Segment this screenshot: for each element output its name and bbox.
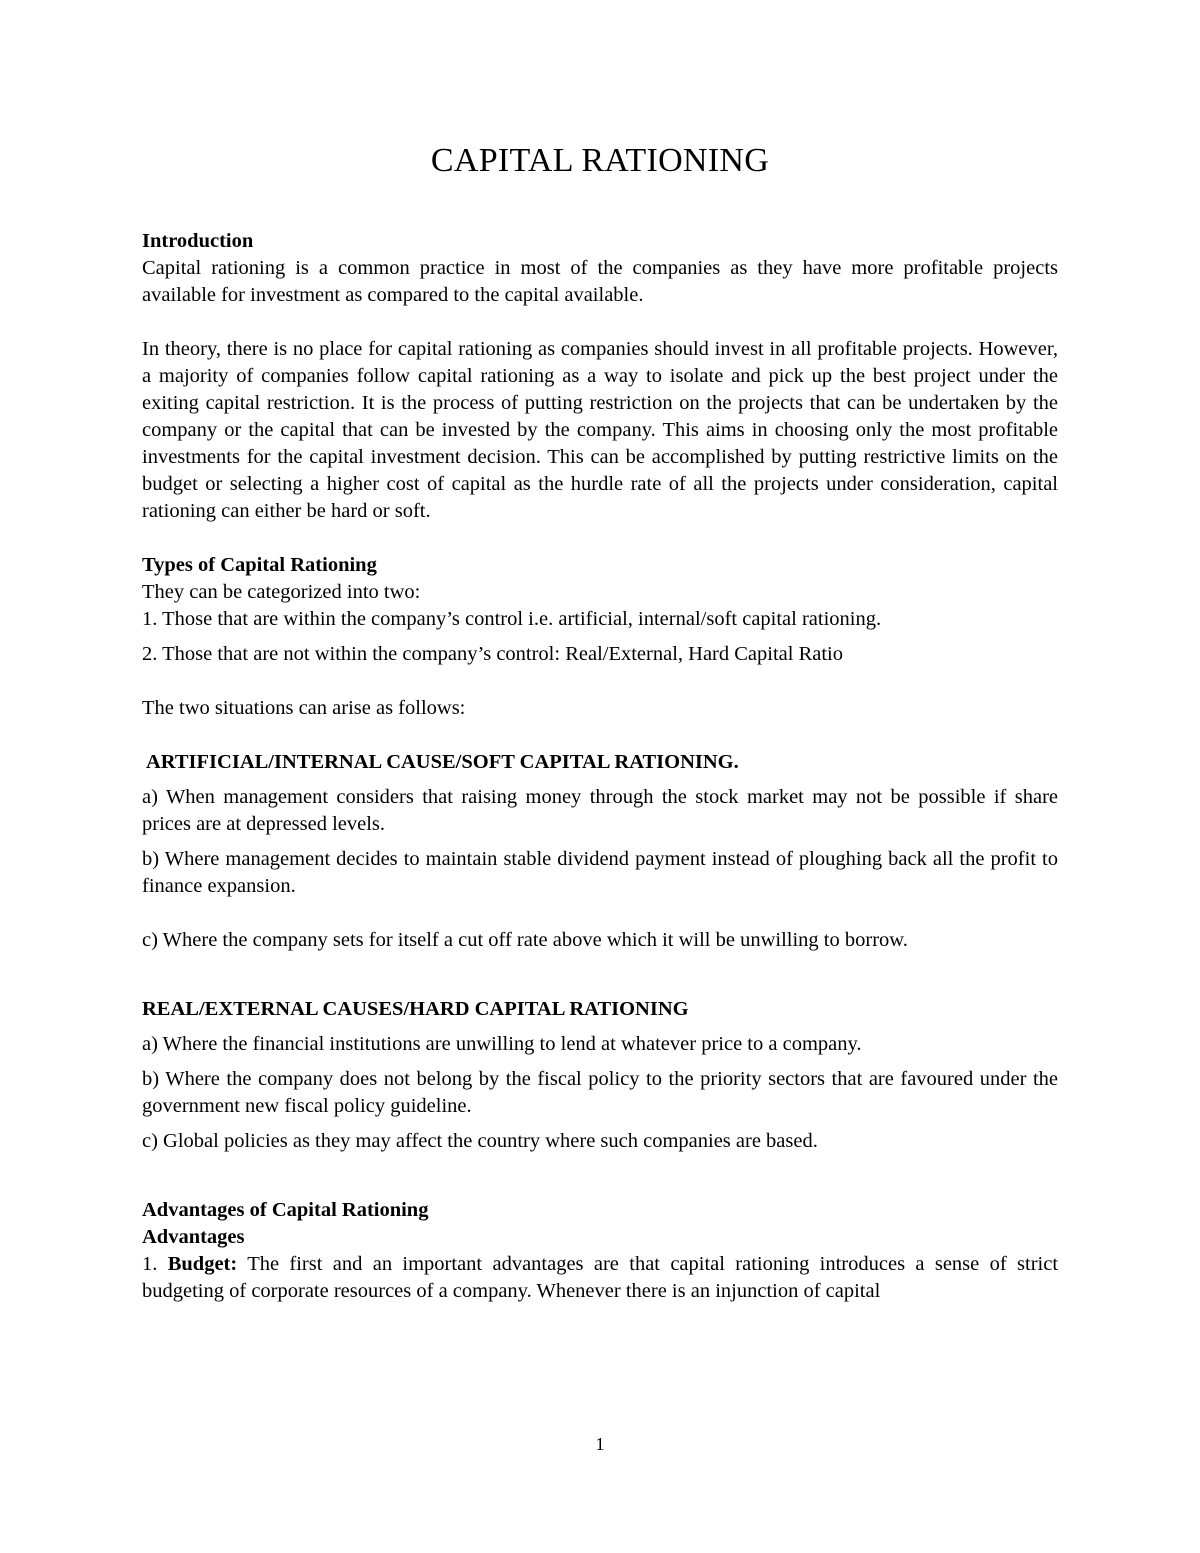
document-body bbox=[142, 228, 1058, 1305]
soft-rationing-item-a: a) When management considers that raising money through the stock market may not be possible if share prices are at depressed levels. bbox=[142, 786, 1058, 835]
soft-rationing-heading: ARTIFICIAL/INTERNAL CAUSE/SOFT CAPITAL RATIONING. bbox=[142, 751, 739, 773]
document-title: CAPITAL RATIONING bbox=[430, 142, 770, 179]
soft-rationing-item-c: c) Where the company sets for itself a cut off rate above which it will be unwilling to borrow. bbox=[142, 929, 908, 951]
advantages-item-1-text: The first and an important advantages are that capital rationing introduces a sense of strict budgeting of corporate resources of a company. Whenever there is an injunction of capital bbox=[142, 1253, 1059, 1302]
types-intro: They can be categorized into two: bbox=[142, 581, 421, 603]
types-item-1: 1. Those that are within the company’s control i.e. artificial, internal/soft capital rationing. bbox=[142, 608, 882, 630]
hard-rationing-item-c: c) Global policies as they may affect the country where such companies are based. bbox=[142, 1130, 818, 1152]
advantages-item-1-number: 1. bbox=[142, 1253, 168, 1275]
hard-rationing-item-b: b) Where the company does not belong by the fiscal policy to the priority sectors that are favoured under the government new fiscal policy guideline. bbox=[142, 1068, 1058, 1117]
introduction-heading: Introduction bbox=[142, 230, 254, 252]
hard-rationing-heading: REAL/EXTERNAL CAUSES/HARD CAPITAL RATIONING bbox=[142, 998, 689, 1020]
advantages-subheading: Advantages bbox=[142, 1226, 245, 1248]
introduction-paragraph-1: Capital rationing is a common practice in most of the companies as they have more profitable projects available for investment as compared to the capital available. bbox=[142, 257, 1058, 306]
advantages-heading: Advantages of Capital Rationing bbox=[142, 1199, 429, 1221]
advantages-item-1 bbox=[142, 1251, 1058, 1305]
introduction-paragraph-2: In theory, there is no place for capital rationing as companies should invest in all profitable projects. However, a majority of companies follow capital rationing as a way to isolate and pick up the best project under the exiting capital restriction. It is the process of putting restriction on the projects that can be undertaken by the company or the capital that can be invested by the company. This aims in choosing only the most profitable investments for the capital investment decision. This can be accomplished by putting restrictive limits on the budget or selecting a higher cost of capital as the hurdle rate of all the projects under consideration, capital rationing can either be hard or soft. bbox=[142, 338, 1058, 522]
hard-rationing-item-a: a) Where the financial institutions are unwilling to lend at whatever price to a company. bbox=[142, 1033, 862, 1055]
page-number: 1 bbox=[595, 1434, 605, 1454]
types-item-2: 2. Those that are not within the company’s control: Real/External, Hard Capital Ratio bbox=[142, 643, 844, 665]
advantages-item-1-label: Budget: bbox=[167, 1253, 238, 1275]
types-situations: The two situations can arise as follows: bbox=[142, 697, 466, 719]
types-heading: Types of Capital Rationing bbox=[142, 554, 377, 576]
soft-rationing-item-b: b) Where management decides to maintain stable dividend payment instead of ploughing back all the profit to finance expansion. bbox=[142, 848, 1058, 897]
